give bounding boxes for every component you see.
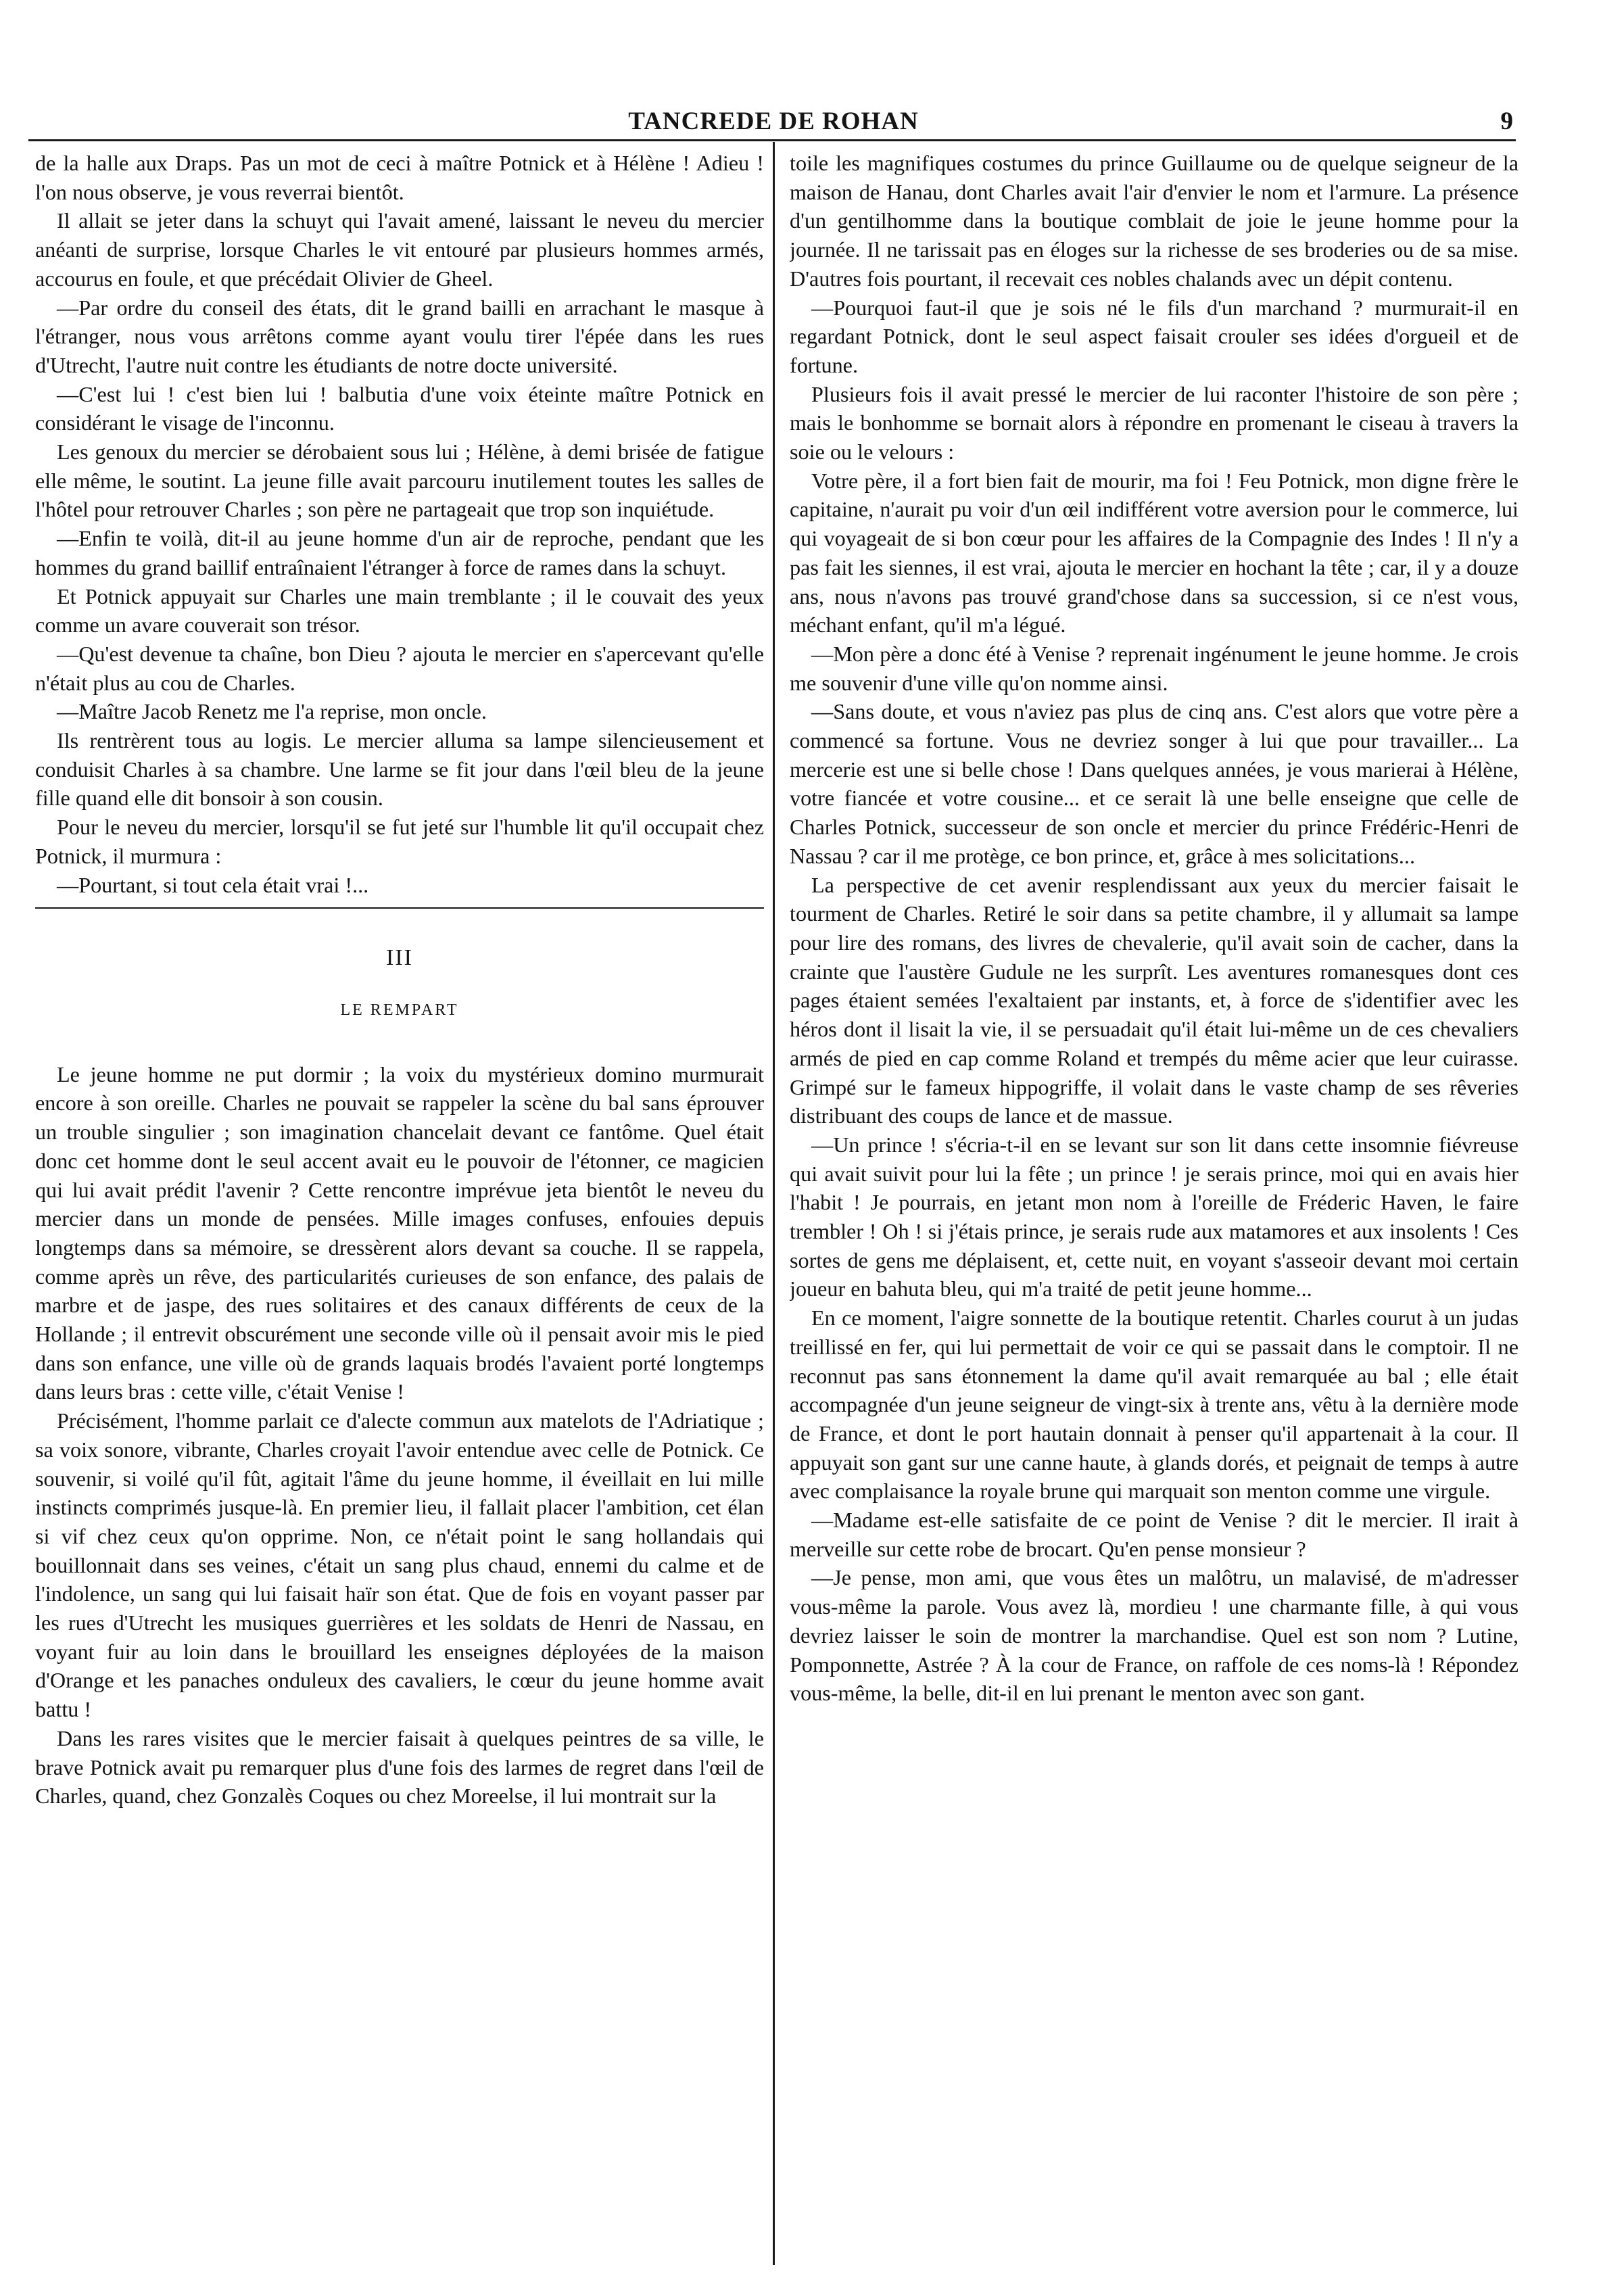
paragraph: toile les magnifiques costumes du prince Guillaume ou de quelque seigneur de la maison de Hanau, dont Charles avait l'air d'envier le nom et l'armure. La présence d'un gentilhomme dans la boutique comblait de joie le jeune homme pour la journée. Il ne tarissait pas en éloges sur la richesse de ses broderies ou de sa mise. D'autres fois pourtant, il recevait ces nobles chalands avec un dépit contenu. [790, 151, 1518, 291]
paragraph: de la halle aux Draps. Pas un mot de ceci à maître Potnick et à Hélène ! Adieu ! l'on nous observe, je vous reverrai bientôt. [35, 151, 764, 204]
paragraph: —Je pense, mon ami, que vous êtes un malôtru, un malavisé, de m'adresser vous-même la parole. Vous avez là, mordieu ! une charmante fille, à qui vous devriez laisser le soin de montrer la marchandise. Quel est son nom ? Lutine, Pomponnette, Astrée ? À la cour de France, on raffole de ces noms-là ! Répondez vous-même, la belle, dit-il en lui prenant le menton avec son gant. [790, 1565, 1518, 1706]
running-title: TANCREDE DE ROHAN [628, 107, 919, 135]
paragraph: En ce moment, l'aigre sonnette de la boutique retentit. Charles courut à un judas treillissé en fer, qui lui permettait de voir ce qui se passait dans le comptoir. Il ne reconnut pas sans étonnement la dame qu'il avait remarquée au bal ; elle était accompagnée d'un jeune seigneur de vingt-six à trente ans, vêtu à la dernière mode de France, et dont le port hautain donnait à penser qu'il appartenait à la cour. Il appuyait son gant sur une canne haute, à glands dorés, et peignait de temps à autre avec complaisance la royale brune qui marquait son menton comme une virgule. [790, 1306, 1518, 1504]
paragraph: —Mon père a donc été à Venise ? reprenait ingénument le jeune homme. Je crois me souvenir d'une ville qu'on nomme ainsi. [790, 641, 1518, 695]
paragraph: Et Potnick appuyait sur Charles une main tremblante ; il le couvait des yeux comme un avare couverait son trésor. [35, 583, 764, 638]
page-header [28, 95, 1518, 142]
paragraph: Les genoux du mercier se dérobaient sous lui ; Hélène, à demi brisée de fatigue elle même, le soutint. La jeune fille avait parcouru inutilement toutes les salles de l'hôtel pour retrouver Charles ; son père ne partageait que trop son inquiétude. [35, 439, 764, 522]
paragraph: —Pourtant, si tout cela était vrai !... [57, 872, 369, 897]
page-number: 9 [1500, 107, 1513, 135]
paragraph: Il allait se jeter dans la schuyt qui l'avait amené, laissant le neveu du mercier anéanti de surprise, lorsque Charles le vit entouré par plusieurs hommes armés, accourus en foule, et que précédait Olivier de Gheel. [35, 208, 764, 291]
paragraph: La perspective de cet avenir resplendissant aux yeux du mercier faisait le tourment de Charles. Retiré le soir dans sa petite chambre, il y allumait sa lampe pour lire des romans, des livres de chevalerie, qu'il avait soin de cacher, dans la crainte que l'austère Gudule ne les surprît. Les aventures romanesques dont ces pages étaient semées l'exaltaient par instants, et, à force de s'identifier avec les héros dont il lisait la vie, il se persuadait qu'il était lui-même un de ces chevaliers armés de pied en cap comme Roland et trempés du même acier que leur cuirasse. Grimpé sur le fameux hippogriffe, il volait dans le vaste champ de ses rêveries distribuant des coups de lance et de massue. [790, 872, 1518, 1128]
chapter-number: III [386, 945, 413, 971]
paragraph: —Qu'est devenue ta chaîne, bon Dieu ? ajouta le mercier en s'apercevant qu'elle n'était plus au cou de Charles. [35, 641, 764, 695]
chapter-title: LE REMPART [340, 1001, 459, 1019]
paragraph: —Par ordre du conseil des états, dit le grand bailli en arrachant le masque à l'étranger, nous vous arrêtons comme ayant voulu tirer l'épée dans les rues d'Utrecht, l'autre nuit contre les étudiants de notre docte université. [35, 295, 764, 377]
paragraph: —Maître Jacob Renetz me l'a reprise, mon oncle. [57, 699, 487, 724]
paragraph: Plusieurs fois il avait pressé le mercier de lui raconter l'histoire de son père ; mais le bonhomme se bornait alors à répondre en promenant le ciseau à travers la soie ou le velours : [790, 381, 1518, 464]
paragraph: —Un prince ! s'écria-t-il en se levant sur son lit dans cette insomnie fiévreuse qui avait suivit pour lui la fête ; un prince ! je serais prince, moi qui en avais hier l'habit ! Je pourrais, en jetant mon nom à l'oreille de Fréderic Haven, le faire trembler ! Oh ! si j'étais prince, je serais rude aux matamores et aux insolents ! Ces sortes de gens me déplaisent, et, cette nuit, en voyant s'asseoir devant moi certain joueur en bahuta bleu, qui m'a traité de petit jeune homme... [790, 1132, 1518, 1301]
chapter-divider [35, 907, 764, 909]
paragraph: Pour le neveu du mercier, lorsqu'il se fut jeté sur l'humble lit qu'il occupait chez Potnick, il murmura : [35, 815, 764, 868]
paragraph: Ils rentrèrent tous au logis. Le mercier alluma sa lampe silencieusement et conduisit Charles à sa chambre. Une larme se fit jour dans l'œil bleu de la jeune fille quand elle dit bonsoir à son cousin. [35, 728, 764, 811]
paragraph: —C'est lui ! c'est bien lui ! balbutia d'une voix éteinte maître Potnick en considérant le visage de l'inconnu. [35, 381, 764, 435]
header-rule [28, 139, 1516, 141]
paragraph: Votre père, il a fort bien fait de mourir, ma foi ! Feu Potnick, mon digne frère le capitaine, n'aurait pu voir d'un œil indifférent votre aversion pour le commerce, lui qui voyageait de si bon cœur pour les affaires de la Compagnie des Indes ! Il n'y a pas fait les siennes, il est vrai, ajouta le mercier en hochant la tête ; car, il y a douze ans, nous n'avons pas trouvé grand'chose dans sa succession, si ce n'est vous, méchant enfant, qu'il m'a légué. [790, 468, 1518, 638]
paragraph: Dans les rares visites que le mercier faisait à quelques peintres de sa ville, le brave Potnick avait pu remarquer plus d'une fois des larmes de regret dans l'œil de Charles, quand, chez Gonzalès Coques ou chez Moreelse, il lui montrait sur la [35, 1725, 764, 1809]
column-divider [773, 142, 775, 2265]
paragraph: Le jeune homme ne put dormir ; la voix du mystérieux domino murmurait encore à son oreille. Charles ne pouvait se rappeler la scène du bal sans éprouver un trouble singulier ; son imagination chancelait devant ce fantôme. Quel était donc cet homme dont le seul accent avait eu le pouvoir de l'étonner, ce magicien qui lui avait prédit l'avenir ? Cette rencontre imprévue jeta bientôt le neveu du mercier dans un monde de pensées. Mille images confuses, enfouies depuis longtemps dans sa mémoire, se dressèrent alors devant sa couche. Il se rappela, comme après un rêve, des particularités curieuses de son enfance, des palais de marbre et de jaspe, des rues solitaires et des canaux différents de ceux de la Hollande ; il entrevit obscurément une seconde ville où il pensait avoir mis le pied dans son enfance, une ville où de grands laquais brodés l'avaient porté longtemps dans leurs bras : cette ville, c'était Venise ! [35, 1061, 764, 1404]
paragraph: —Madame est-elle satisfaite de ce point de Venise ? dit le mercier. Il irait à merveille sur cette robe de brocart. Qu'en pense monsieur ? [790, 1508, 1518, 1561]
paragraph: Précisément, l'homme parlait ce d'alecte commun aux matelots de l'Adriatique ; sa voix sonore, vibrante, Charles croyait l'avoir entendue avec celle de Potnick. Ce souvenir, si voilé qu'il fût, agitait l'âme du jeune homme, il éveillait en lui mille instincts comprimés jusque-là. En premier lieu, il fallait placer l'ambition, cet élan si vif chez ceux qu'on opprime. Non, ce n'était point le sang hollandais qui bouillonnait dans ses veines, c'était un sang plus chaud, ennemi du calme et de l'indolence, un sang qui lui faisait haïr son état. Que de fois en voyant passer par les rues d'Utrecht les musiques guerrières et les soldats de Henri de Nassau, en voyant fuir au loin dans le brouillard les enseignes déployées de la maison d'Orange et les panaches onduleux des cavaliers, le cœur du jeune homme avait battu ! [35, 1408, 764, 1722]
paragraph: —Sans doute, et vous n'aviez pas plus de cinq ans. C'est alors que votre père a commencé sa fortune. Vous ne devriez songer à lui que pour travailler... La mercerie est une si belle chose ! Dans quelques années, je vous marierai à Hélène, votre fiancée et votre cousine... et ce serait là une belle enseigne que celle de Charles Potnick, successeur de son oncle et mercier du prince Frédéric-Henri de Nassau ? car il me protège, ce bon prince, et, grâce à mes solicitations... [790, 699, 1518, 868]
left-column [35, 149, 764, 2262]
paragraph: —Pourquoi faut-il que je sois né le fils d'un marchand ? murmurait-il en regardant Potnick, dont le seul aspect faisait crouler ses idées d'orgueil et de fortune. [790, 295, 1518, 377]
paragraph: —Enfin te voilà, dit-il au jeune homme d'un air de reproche, pendant que les hommes du grand baillif entraînaient l'étranger à force de rames dans la schuyt. [35, 526, 764, 579]
right-column [790, 149, 1518, 2262]
